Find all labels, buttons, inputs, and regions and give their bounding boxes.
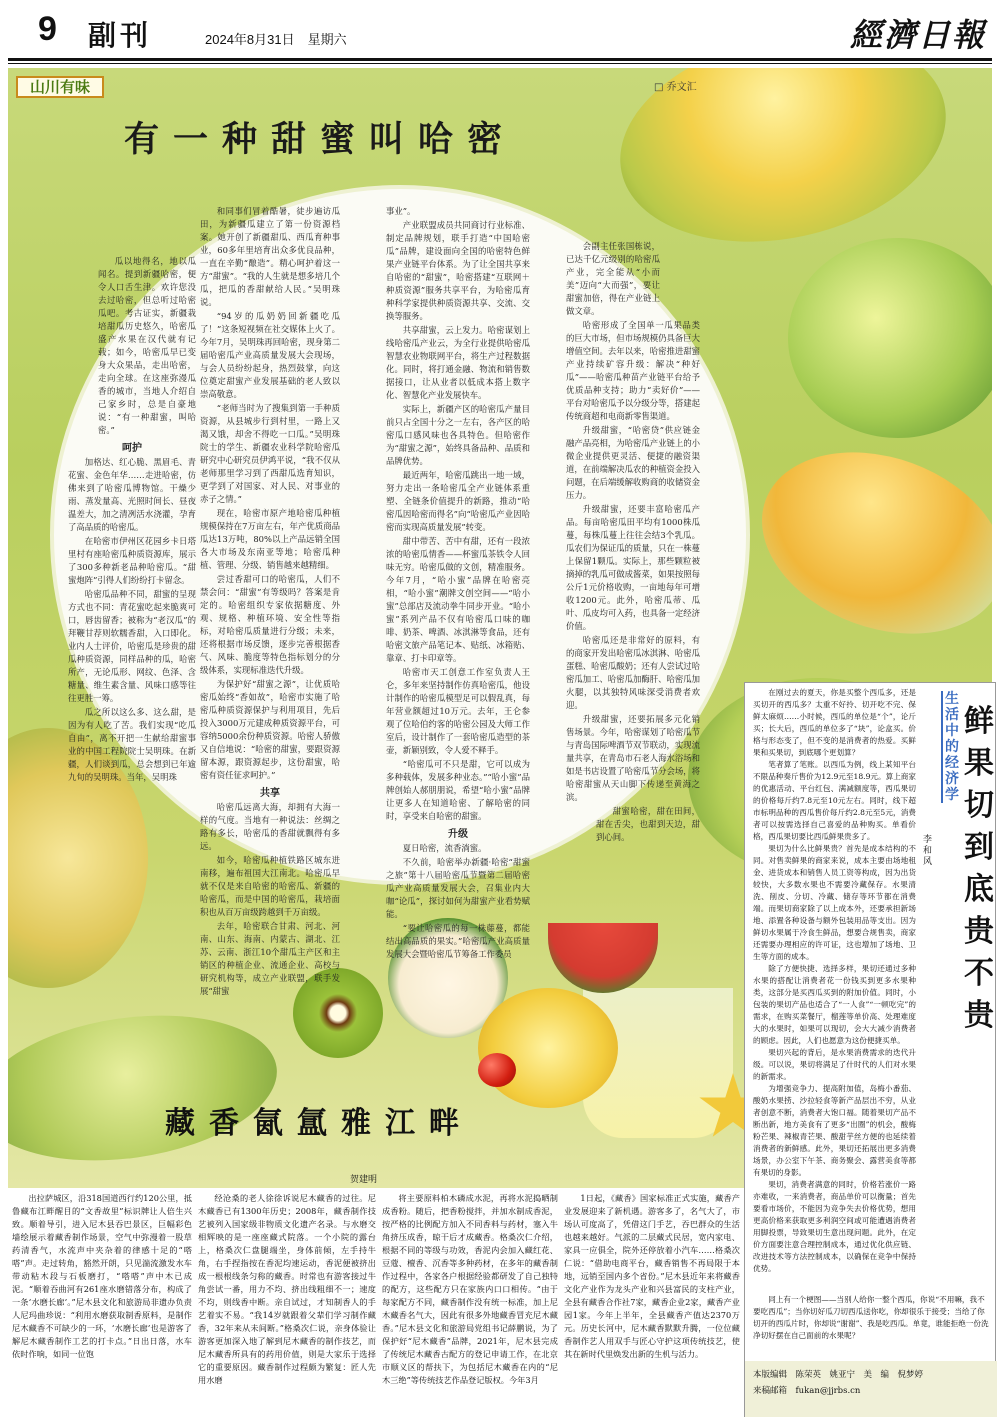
paragraph: 出拉萨城区，沿318国道西行约120公里，抵鲁藏布江畔醒目的“文香故里”标识牌让人倍生兴致。顺着导引，进入尼木县吞巴景区，巨幅彩色墙绘展示着藏香制作场景，空气中弥漫着一股草药清香气，水流声中夹杂着的律感十足的“嗒嗒”声。走过转角，豁然开朗，只见湍流激发水车带动粘木段与石板磨打，“嗒嗒”声中木已成泥。“顺着吞曲河有261座水磨错落分布，构成了一条‘水磨长廊’。”尼木县文化和旅游局非遗办负责人尼玛曲珍说：“利用水磨获取制香原料，是制作尼木藏香不可缺少的一环，‘水磨长廊’也是游客了解尼木藏香制作工艺的打卡点。”日出日落，水车依时作响，如同一位饱 [12,1193,192,1359]
article-col-1 [68,255,196,785]
melon-illustration [736,420,992,665]
masthead [0,0,1000,62]
sidebar-author: 李和风 [923,835,933,867]
paragraph: 哈密市天工创意工作室负责人王仑，多年来坚持制作仿真哈密瓜，他设计制作的哈密瓜模型足可以假乱真，每年营业额超过10万元。去年，王仑参观了位哈伯约客的哈密公园及大师工作室后，设计制作了一套哈密瓜造型的茶壶，新颖别致，令人爱不释手。 [386,667,530,755]
article-col-4 [566,240,700,845]
paragraph: “94岁的瓜奶奶回新疆吃瓜了！”这条短视频在社交媒体上火了。今年7月，吴明珠再回哈密，现身第二届哈密瓜产业高质量发展大会现场，与会人员纷纷起身，热烈鼓掌，向这位奠定甜蜜产业发展基础的老人致以崇高敬意。 [200,311,340,399]
pineapple-illustration [478,988,618,1108]
paragraph: 去年，哈密联合甘肃、河北、河南、山东、海南、内蒙古、湖北、江苏、云南、浙江10个甜瓜主产区和主销区的种植企业、流通企业、高校与研究机构等，成立产业联盟，联手发展“甜蜜 [200,921,340,996]
column-tag: 山川有味 [16,76,104,98]
paragraph: 除了方便快捷、选择多样，果切还通过多种水果的搭配让消费者花一份钱买到更多水果种类，这部分是买西瓜买到的附加价值。同时，小包装的果切产品也适合了“一人食”“一顿吃完”的需求，在购买菜餐厅，榴莲等单价高、处理难度大的水果时，如果可以现切，会大大减少消费者的顾虑。因此，人们也愿意为这份便捷买单。 [753,964,916,1045]
article-col-3 [386,205,530,962]
sidebar-text [753,687,916,1275]
cherry-illustration [478,1053,516,1087]
paragraph: 夏日哈密，流香淌蜜。 [402,843,487,853]
paragraph: 在刚过去的夏天，你是买整个西瓜多，还是买切开的西瓜多？太重不好拎、切开吃不完、保鲜太麻烦……小时候，西瓜的单位是“个”，论斤买；长大后，西瓜的单位多了“块”，论盒买。价格与形态变了，但不变的是消费者的热爱。买鲜果和买果切，到底哪个更划算？ [753,688,916,757]
paragraph: 果切，消费者满意的同时，价格若涨价一路亦难收，一来消费者，商品单价可以衡量；首先要看市场价，不能因为竞争失去价格优势，想用更高价格来获取更多利润空间或可能遭遇消费者用脚投票，导致果切生意出现问题。此外，在定价方面要注意合理控制成本，通过优化供应链、改进技术等方法控制成本，以确保在竞争中保持优势。 [753,1180,916,1273]
paragraph: 升级甜蜜，“哈密贷”供应链金融产品亮相，为哈密瓜产业链上的小微企业提供更灵活、便捷的融资渠道，在前端解决瓜农的种植资金投入问题，在后端缓解收购商的收储资金压力。 [566,425,700,500]
paragraph: 甜蜜哈密，甜在田间，甜在舌尖，也甜到天边，甜到心间。 [596,806,700,842]
paragraph: “哈密瓜可不只是甜，它可以成为多种载体，发展多种业态。”“哈小蜜”品牌创始人郝朋朋说，希望“哈小蜜”品牌让更多人在知道哈密、了解哈密的同时，享受来自哈密的甜蜜。 [386,759,530,821]
paragraph: 瓜之所以这么多、这么甜，是因为有人吃了苦。我们实现“吃瓜自由”，离不开把一生献给甜蜜事业的中国工程院院士吴明珠。在新疆，人们谈到瓜，总会想到已年逾九旬的吴明珠。当年，吴明珠 [68,707,196,782]
paragraph: 哈密瓜远离大海，却拥有大海一样的气度。当地有一种说法：丝绸之路有多长，哈密瓜的香甜就飘得有多远。 [200,802,340,851]
paragraph: “老师当时为了搜集到第一手种质资源，从县城步行到村里，一路上又渴又饿，却舍不得吃一口瓜。”吴明珠院士的学生、新疆农业科学院哈密瓜研究中心研究员伊鸿平说，“我不仅从老师那里学习到了西甜瓜选育知识，更学到了对国家、对人民、对事业的赤子之情。” [200,403,340,504]
story2-col-2 [198,1192,376,1387]
melon-illustration [8,998,286,1178]
paragraph: 果切为什么比鲜果贵？首先是成本结构的不同。对售卖鲜果的商家来说，成本主要由场地租金、进货成本和销售人员工资等构成，因为出货较快，大多数水果也不需要冷藏保存。水果清洗、削皮、分切、冷藏、储存等环节都在消费端。而果切商家除了以上成本外，还要承担新场地、添置各种设备与额外包装用品等支出。因为鲜切水果属于冷食生鲜品，想要合规售卖，商家还需要办理相应的许可证，这也增加了场地、卫生等方面的成本。 [753,844,916,961]
article-intro: 瓜以地得名，地以瓜闻名。提到新疆哈密，便令人口舌生津。欢许您没去过哈密，但总听过哈密瓜吧。考古证实，新疆栽培甜瓜历史悠久，哈密瓜盛产水果在汉代就有记载；如今，哈密瓜早已变身大众果品，走出哈密，走向全球。在这座弥漫瓜香的城市，当地人介绍自己家乡时，总是自豪地说：“有一种甜蜜，叫哈密。” [98,256,196,435]
feature-headline: 有一种甜蜜叫哈密 [124,119,517,160]
article-col-2 [200,205,340,999]
watermelon-illustration [548,923,658,993]
paragraph: 最近两年，哈密瓜跳出一地一域，努力走出一条哈密瓜全产业链体系重塑、全链条价值提升的新路，推动“哈密瓜因哈密而得名”向“哈密瓜产业因哈密而实现高质量发展”转变。 [386,470,530,532]
paragraph: 加格达、红心脆、黑眉毛、青花蜜、金色年华……走进哈密，仿佛来到了哈密瓜博物馆。干燥少雨、蒸发量高、光照时间长、昼夜温差大，加之清冽活水浇灌，孕育了高品质的哈密瓜。 [68,457,196,532]
page-number: 9 [38,10,57,48]
paragraph: 尝过香甜可口的哈密瓜，人们不禁会问：“甜蜜”有等级吗？答案是肯定的。哈密组织专家依据糖度、外观、规格、种植环境、安全性等指标，对哈密瓜质量进行分级；未来，还将根据市场反馈，逐步完善根据香气、风味、脆度等特色指标划分的分级体系，实现标准迭代升级。 [200,574,340,675]
story2-headline: 藏香氤氲雅江畔 [165,1106,473,1141]
paragraph: 产业联盟成员共同商讨行业标准、制定品牌规划，联手打造“中国哈密瓜”品牌，建设面向全国的哈密特色鲜果产业链平台体系。为了让全国共享来自哈密的“甜蜜”，哈密搭建“互联网＋种质资源”服务共享平台，为哈密瓜育种科学家提供种质资源共享、交流、交换等服务。 [386,220,530,321]
masthead-rule-thin [8,63,992,64]
paragraph: 哈密瓜品种不同，甜蜜的呈现方式也不同：青花蜜吃起来脆爽可口，唇齿留香；被称为“老汉瓜”的拜鞭甘荐则软糯香甜，入口即化。业内人士评价，哈密瓜是珍贵的甜瓜种质资源，同样品种的瓜，哈密所产，无论瓜形、网纹、色泽、含糖量、维生素含量、风味口感等往往更胜一筹。 [68,589,196,703]
sidebar-column-tag: 生活中的经济学 [941,691,959,803]
sidebar-closing: 同上有一个梗图——当别人给你一整个西瓜，你说“不用嘛，我不要吃西瓜”；当你切好瓜刀切西瓜送你吃，你却很乐于接受；当给了你切开的西瓜片时，你却说“谢谢”、我是吃西瓜。单竟，谁能拒绝一份洗净切好摆在自己面前的水果呢？ [753,1295,989,1340]
paragraph: 甜中带苦、苦中有甜，还有一段浓浓的哈密瓜情香——杯蜜瓜茶铁令人回味无穷。哈密瓜做的文创，精准服务。今年7月，“哈小蜜”品牌在哈密亮相，“哈小蜜”潮牌文创空间——“哈小蜜”总部店及流动拳牛同步开业。“哈小蜜”系列产品不仅有哈密瓜口味的咖啡、奶茶、啤酒、冰淇淋等食品，还有哈密文旅产品笔记本、贴纸、冰箱贴、靠章、打卡印章等。 [386,536,530,663]
paragraph: 在哈密市伊州区花园乡卡日塔里村有座哈密瓜种质资源库，展示了300多种新老品种哈密瓜。“甜蜜炮阵”引得人们纷纷打卡留念。 [68,536,196,585]
paragraph: 哈密形成了全国单一瓜果品类的巨大市场，但市场规模仍具备巨大增值空间。去年以来，哈密推进甜蜜产业持续矿容升级：解决“种好瓜”——哈密瓜种苗产业链平台给予优质品种支持；助力“卖好价”——平台对哈密瓜予以分级分等，搭建起传统商超和电商新零售渠道。 [566,320,700,421]
sidebar-headline: 鲜果切到底贵不贵 [964,704,994,1033]
story2-col-1 [12,1192,192,1361]
paragraph: 升级甜蜜，还要拓展多元化销售场景。今年，哈密谋划了哈密瓜节与青岛国际啤酒节双节联动，实现流量共享，在青岛市石老人海水浴场和如是书店设置了哈密瓜节分会场，将哈密甜蜜从天山脚下传递至黄海之滨。 [566,714,700,802]
paragraph: 现在，哈密市原产地哈密瓜种植规模保持在7万亩左右，年产优质商品瓜达13万吨，80%以上产品远销全国各大市场及东南亚等地；哈密瓜种植、管理、分级、销售越来越精细。 [200,508,340,570]
paragraph: 升级甜蜜，还要丰富哈密瓜产品。每亩哈密瓜田平均有1000株瓜蔓，每株瓜蔓上往往会结3个乳瓜。瓜农们为保证瓜的质量，只在一株蔓上保留1颗瓜。实际上，那些颗粒被摘掉的乳瓜可做成酱菜，如果按照每公斤1元价格收购，一亩地每年可增收1200元。此外，哈密瓜蒂、瓜叶、瓜皮均可入药，也具备一定经济价值。 [566,504,700,631]
feature-author: □ 乔文汇 [654,82,697,93]
subhead-shengji: 升级 [448,829,468,840]
paragraph: 笔者算了笔账。以西瓜为例，线上某知平台不限品种奏斤售价为12.9元至18.9元。算上商家的优惠活动、平台红包、满减额度等，西瓜果切的价格每斤约7.8元至10元左右。同时，线下超市标明品种的西瓜售价每斤约2.8元至5元，消费者可以按需选择自己喜爱的品种购买。单看价格，西瓜果切要比西瓜鲜果贵多了。 [753,760,916,841]
subhead-hehu: 呵护 [122,443,142,454]
paragraph: 1日起，《藏香》国家标准正式实施，藏香产业发展迎来了新机遇。游客多了，名气大了，市场认可度高了，凭借这门手艺，吞巴群众的生活也越来越好。气派的二层藏式民居，宽内家电、家具一应俱全，院外还停放着小汽车……格桑次仁说：“借助电商平台，藏香销售不再局限于本地，远销至国内多个省份。”尼木县近年来将藏香文化产业作为龙头产业和兴县富民的支柱产业，全县有藏香合作社7家，藏香企业2家，藏香产业园1家。今年上半年，全县藏香产值达2370万元。历史长河中，尼木藏香默默升腾，一位位藏香制作艺人用双手与匠心守护这项传统技艺，使其在新时代里焕发出新的生机与活力。 [564,1193,740,1359]
credits-email: 来稿邮箱 fukan@jjrbs.cn [753,1386,861,1396]
paragraph: 事业”。 [386,206,416,216]
paragraph: 为保护好“甜蜜之源”，让优质哈密瓜始终“香如故”，哈密市实施了哈密瓜种质资源保护与利用项目，先后投入3000万元建成种质资源平台，可容纳5000余份种质资源。哈密人骄傲又自信地说：“哈密的甜蜜，要跟资源留本源，跟资源起步，这份甜蜜，哈密有资任征求呵护。” [200,679,340,780]
newspaper-logo: 經濟日報 [849,16,986,54]
paragraph: 不久前，哈密举办新疆·哈密“甜蜜之旅”第十八届哈密瓜节暨第二届哈密瓜产业高质量发展大会，召集业内大咖“论瓜”，探讨如何为甜蜜产业看势赋能。 [386,857,530,919]
melon-illustration [788,238,992,438]
section-name: 副刊 [88,19,153,52]
subhead-gongxiang: 共享 [260,788,280,799]
issue-date: 2024年8月31日 星期六 [205,32,347,47]
paragraph: 果切兴起的背后，是水果消费需求的迭代升级。可以说，果切将满足了什时代的人们对水果的新需求。 [753,1048,916,1081]
paragraph: 将主要原料柏木磷成水泥，再将水泥捣晒制成香粉。随后，把香粉搅拌，并加水制成香泥，按严格的比例配方加入不同香料与药材，塞入牛角挤压成香，晾干后才成藏香。格桑次仁介绍，根据不同的等级与功效，香泥内会加入藏红花、豆蔻、檀香、沉香等多种药材，在多年的藏香制作过程中，各家各户根据经验都研发了自己独特的配方，这些配方只在家族内口口相传。“由于每家配方不同，藏香制作没有统一标准，加上尼木藏香名气大，因此有很多外地藏香冒充尼木藏香。”尼木县文化和旅游局党组书记薛鹏说，为了保护好“尼木藏香”品牌，2021年，尼木县完成了传统尼木藏香古配方的登记申请工作，在北京市顺义区的帮扶下，为包括尼木藏香在内的“尼木三绝”等传统技艺作品登记版权。今年3月 [382,1193,558,1385]
paragraph: 如今，哈密瓜种植铁路区城东进南移，遍布祖国大江南北。哈密瓜早就不仅是来自哈密的哈密瓜、新疆的哈密瓜，而是中国的哈密瓜，栽培面积也从百万亩级跨越到千万亩级。 [200,855,340,917]
editor-credits [745,1361,997,1417]
paragraph: 和同事们冒着酷暑，徒步遍访瓜田，为新疆瓜建立了第一份资源档案。她开创了新疆甜瓜、西瓜育种事业，60多年里培育出众多优良品种，一直在辛勤“酿造”。精心呵护着这一方“甜蜜”。“我的人生就是想多培几个瓜，把瓜的香甜献给人民。”吴明珠说。 [200,206,340,307]
paragraph: 经沧桑的老人徐徐诉说尼木藏香的过往。尼木藏香已有1300年历史；2008年，藏香制作技艺被列入国家级非物质文化遗产名录。与水磨交相辉映的是一座座藏式院落。一个小院的露台上，格桑次仁盘腿端坐，身体前倾，左手持牛角，右手捏指按在香泥均速运动，香泥便被挤出成一根根线条匀称的藏香。时常也有游客接过牛角尝试一番，用力不均、挤出线粗细不一；速度不均，则线香中断。亲自试过，才知制香人的手艺着实不易。“我14岁就跟着父辈们学习制作藏香，32年来从未间断。”格桑次仁说，亲身体验让游客更加深入地了解到尼木藏香的制作技艺，而尼木藏香所具有的药用价值，则是大家乐于选择它的重要原因。藏香制作过程颇为繁复：匠人先用水磨 [198,1193,376,1385]
sidebar-column [744,682,996,1417]
credits-editors: 本版编辑 陈荣英 姚亚宁 美 编 倪梦婷 [753,1370,924,1380]
story2-col-4 [564,1192,740,1361]
story2-author: 贺建明 [350,1175,378,1185]
paragraph: 共享甜蜜，云上发力。哈密谋划上线哈密瓜产业云，为全行业提供哈密瓜智慧农业物联网平台，将生产过程数据化。同时，将打通金融、物流和销售数据接口，让从业者以低成本搭上数字化、智慧化产业发展快车。 [386,325,530,400]
paragraph: 为增强竞争力、提高附加值，岛梅小番茄、酸奶水果捞、沙拉轻食等新产品层出不穷，从业者创意不断，消费者大饱口福。随着果切产品不断出新，地方美食有了更多“出圈”的机会，酸梅粉芒果、辣椒青芒果、酸甜芋丝方便的也延续着消费者的新鲜感。此外，果切还拓展出更多消费场景，办公室下午茶、商务聚会、露营美食等都有果切的身影。 [753,1084,916,1177]
masthead-rule [8,58,992,61]
paragraph: 哈密瓜还是非常好的原料，有的商家开发出哈密瓜冰淇淋、哈密瓜蛋糕、哈密瓜酸奶；还有人尝试过哈密瓜加工、哈密瓜加酶肝、哈密瓜加火腿，以其独特风味深受消费者欢迎。 [566,635,700,710]
story2-col-3 [382,1192,558,1387]
paragraph: 实际上，新疆产区的哈密瓜产量目前只占全国十分之一左右，各产区的哈密瓜口感风味也各具特色。但哈密作为“甜蜜之源”，始终具备品种、品质和品牌优势。 [386,404,530,466]
paragraph: “要让哈密瓜的每一株藤蔓，都能结出高品质的果实。”哈密瓜产业高质量发展大会暨哈密瓜节筹备工作委员 [386,923,530,959]
paragraph: 会副主任张国栋说，已达千亿元级别的哈密瓜产业，完全能从“小而美”迈向“大而强”，要让甜蜜加倍，得在产业链上做文章。 [566,241,660,316]
